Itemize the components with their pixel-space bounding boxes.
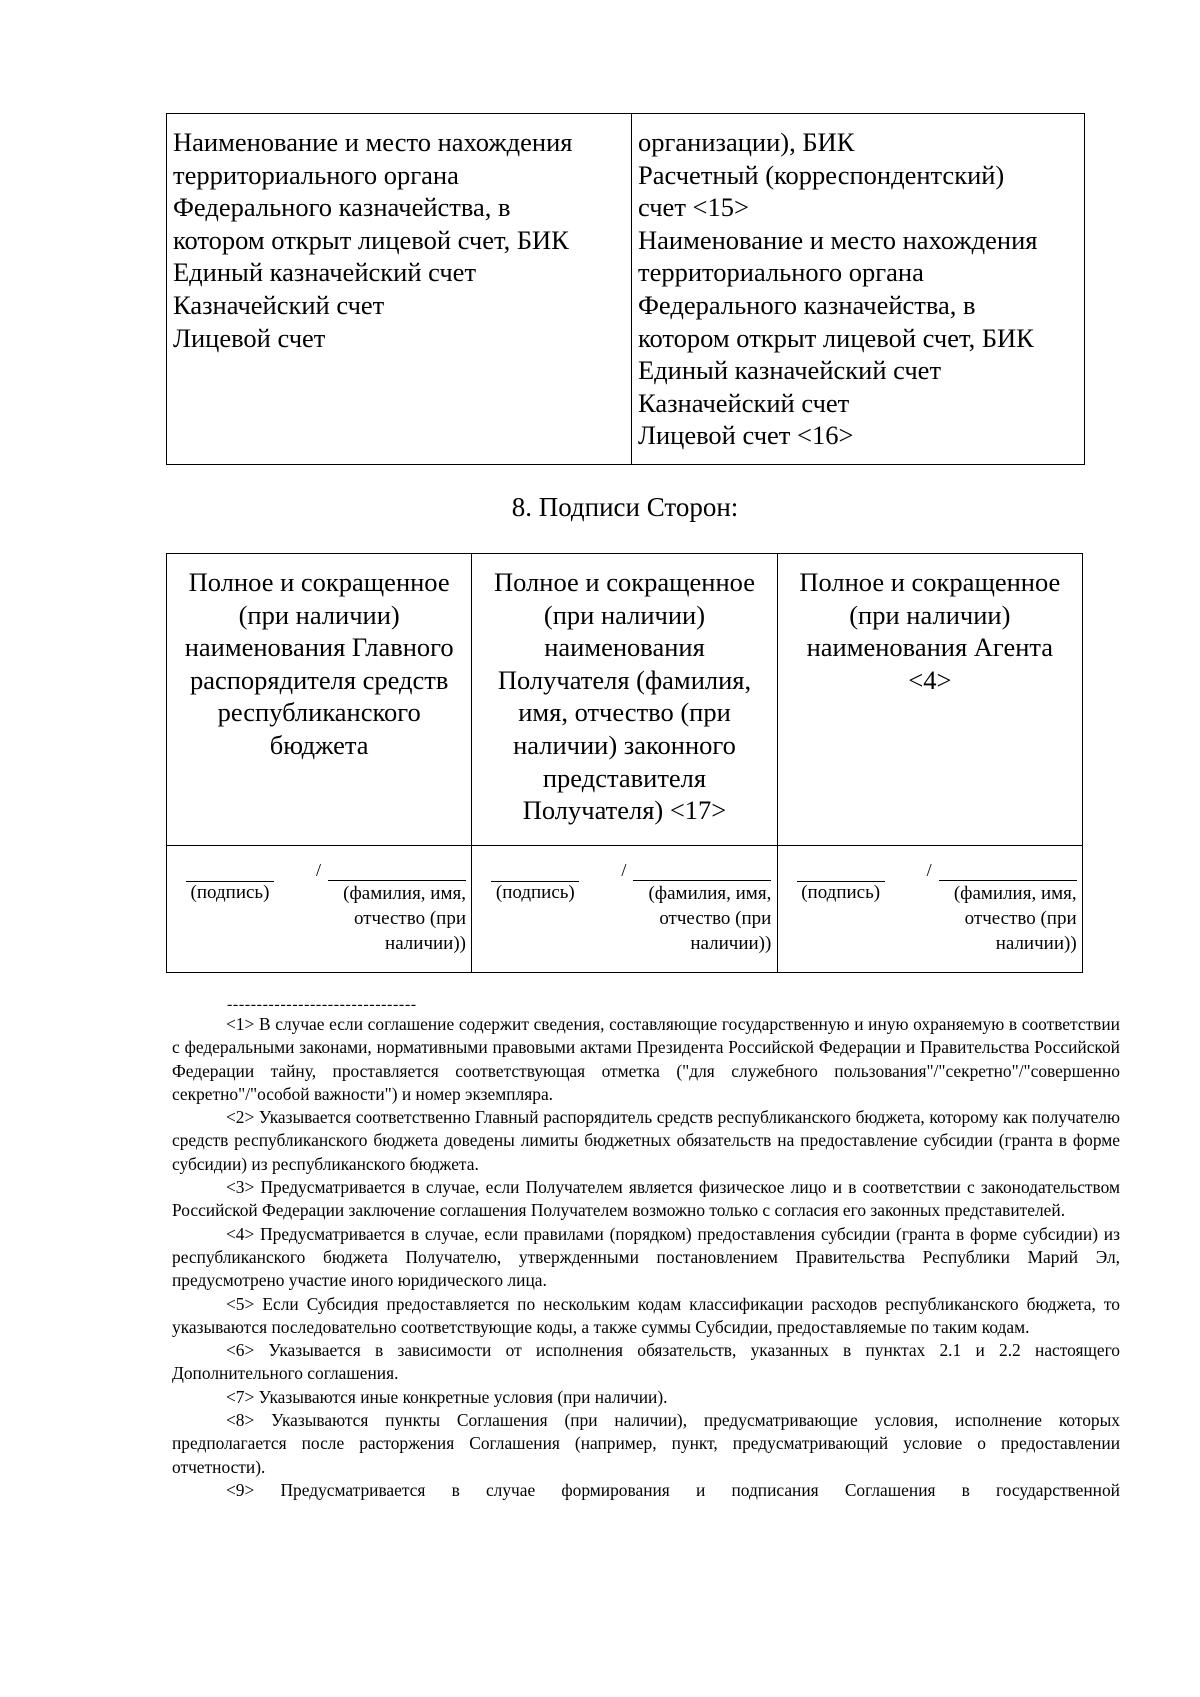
name-label-line: (фамилия, имя, [648, 883, 772, 904]
section-title: 8. Подписи Сторон: [511, 492, 739, 522]
party-line: республиканского [217, 697, 421, 728]
party-line: имя, отчество (при [518, 697, 731, 728]
name-underline [613, 860, 771, 881]
name-label-line: отчество (при [964, 908, 1077, 929]
name-label-line: (фамилия, имя, [343, 883, 466, 904]
requisites-line: Лицевой счет <16> [638, 420, 854, 451]
name-field [308, 860, 466, 956]
footnote: <6> Указывается в зависимости от исполнения обязательств, указанных в пунктах 2.1 и 2.2 настоящего Дополнительного соглашения. [172, 1340, 1120, 1384]
requisites-line: Лицевой счет [173, 322, 326, 353]
party-line: наименования Главного [184, 632, 454, 663]
signature-label: (подпись) [801, 882, 881, 903]
requisites-line: Единый казначейский счет [638, 355, 942, 386]
slash-mark: / [316, 860, 322, 880]
name-label-line: наличии)) [995, 933, 1077, 954]
signature-field [186, 867, 274, 904]
footnote: <5> Если Субсидия предоставляется по нескольким кодам классификации расходов республиканского бюджета, то указываются последовательно соответствующие коды, а также суммы Субсидии, предоставляемые по таким кодам. [172, 1293, 1120, 1337]
signatures-table [166, 553, 1083, 973]
party-line: Получателя) <17> [522, 795, 727, 826]
name-underline [919, 860, 1077, 881]
signature-underline [186, 867, 274, 882]
requisites-line: котором открыт лицевой счет, БИК [638, 322, 1034, 353]
requisites-line: Единый казначейский счет [173, 257, 477, 288]
footnote: <1> В случае если соглашение содержит сведения, составляющие государственную и иную охраняемую в соответствии с федеральными законами, нормативными правовыми актами Президента Российской Федерации и Правительства Российской Федерации тайну, проставляется соответствующая отметка ("для служебного пользования"/"секретно"/"совершенно секретно"/"особой важности") и номер экземпляра. [172, 1014, 1120, 1104]
slash-mark: / [621, 860, 627, 880]
name-field [613, 860, 772, 956]
party-line: распорядителя средств [189, 664, 449, 695]
requisites-line: Федерального казначейства, в [638, 289, 976, 320]
party-line: (при наличии) [238, 599, 400, 630]
requisites-line: организации), БИК [638, 127, 855, 157]
requisites-line: Казначейский счет [173, 289, 385, 320]
party-line: Полное и сокращенное [188, 567, 450, 597]
party-line: (при наличии) [849, 599, 1011, 630]
footnote: <3> Предусматривается в случае, если Получателем является физическое лицо и в соответствии с законодательством Российской Федерации заключение соглашения Получателем возможно только с согласия его законных представителей. [172, 1177, 1120, 1221]
party-line: Полное и сокращенное [494, 567, 755, 597]
footnote: <7> Указываются иные конкретные условия (при наличии). [226, 1386, 668, 1407]
footnote: <4> Предусматривается в случае, если правилами (порядком) предоставления субсидии (гранта в форме субсидии) из республиканского бюджета Получателю, утвержденными постановлением Правительства Республики Марий Эл, предусмотрено участие иного юридического лица. [172, 1223, 1120, 1291]
party-line: (при наличии) [543, 599, 706, 630]
party-line: наименования [544, 632, 705, 663]
signature-party-cell [472, 554, 777, 846]
signature-line-cell [777, 846, 1082, 973]
footnote: <2> Указывается соответственно Главный распорядитель средств республиканского бюджета, которому как получателю средств республиканского бюджета доведены лимиты бюджетных обязательств на предоставление субсидии (гранта в форме субсидии) из республиканского бюджета. [172, 1107, 1120, 1174]
name-label-line: (фамилия, имя, [953, 883, 1077, 904]
signature-line-cell [167, 846, 472, 973]
signature-party-cell [167, 554, 472, 846]
requisites-table [166, 113, 1085, 465]
signature-field [491, 867, 579, 904]
requisites-line: Федерального казначейства, в [173, 192, 511, 223]
footnote: <8> Указываются пункты Соглашения (при наличии), предусматривающие условия, исполнение которых предполагается после расторжения Соглашения (например, пункт, предусматривающий условие о предоставлении отчетности). [172, 1410, 1120, 1477]
requisites-line: котором открыт лицевой счет, БИК [173, 224, 569, 255]
signature-label: (подпись) [495, 882, 575, 903]
signature-field [797, 867, 885, 904]
footnote: <9> Предусматривается в случае формирования и подписания Соглашения в государственной [226, 1479, 1120, 1500]
slash-mark: / [926, 860, 932, 880]
requisites-line: Наименование и место нахождения [173, 127, 573, 157]
footnote-separator: -------------------------------- [227, 996, 417, 1013]
name-label-line: наличии)) [385, 933, 466, 954]
party-line: Полное и сокращенное [799, 567, 1061, 597]
name-label-line: наличии)) [690, 933, 772, 954]
requisites-line: счет <15> [638, 192, 749, 223]
name-underline [308, 860, 466, 881]
signature-party-cell [777, 554, 1082, 846]
name-field [919, 860, 1077, 956]
requisites-line: Казначейский счет [638, 387, 850, 418]
signature-underline [797, 867, 885, 882]
requisites-right-cell [632, 114, 1085, 465]
party-line: наименования Агента [806, 632, 1054, 663]
name-label-line: отчество (при [659, 908, 772, 929]
party-line: наличии) законного [513, 729, 736, 760]
signature-label: (подпись) [190, 882, 270, 903]
requisites-line: Наименование и место нахождения [638, 224, 1038, 255]
party-line: Получателя (фамилия, [497, 664, 752, 695]
requisites-line: территориального органа [173, 159, 459, 190]
party-line: бюджета [269, 729, 369, 760]
party-line: <4> [908, 664, 952, 695]
party-line: представителя [542, 762, 707, 793]
name-label-line: отчество (при [353, 908, 466, 929]
requisites-line: территориального органа [638, 257, 924, 288]
footnotes [172, 1013, 1120, 1502]
requisites-left-cell [167, 114, 632, 465]
signature-line-cell [472, 846, 777, 973]
signature-underline [491, 867, 579, 882]
requisites-line: Расчетный (корреспондентский) [638, 159, 1005, 190]
